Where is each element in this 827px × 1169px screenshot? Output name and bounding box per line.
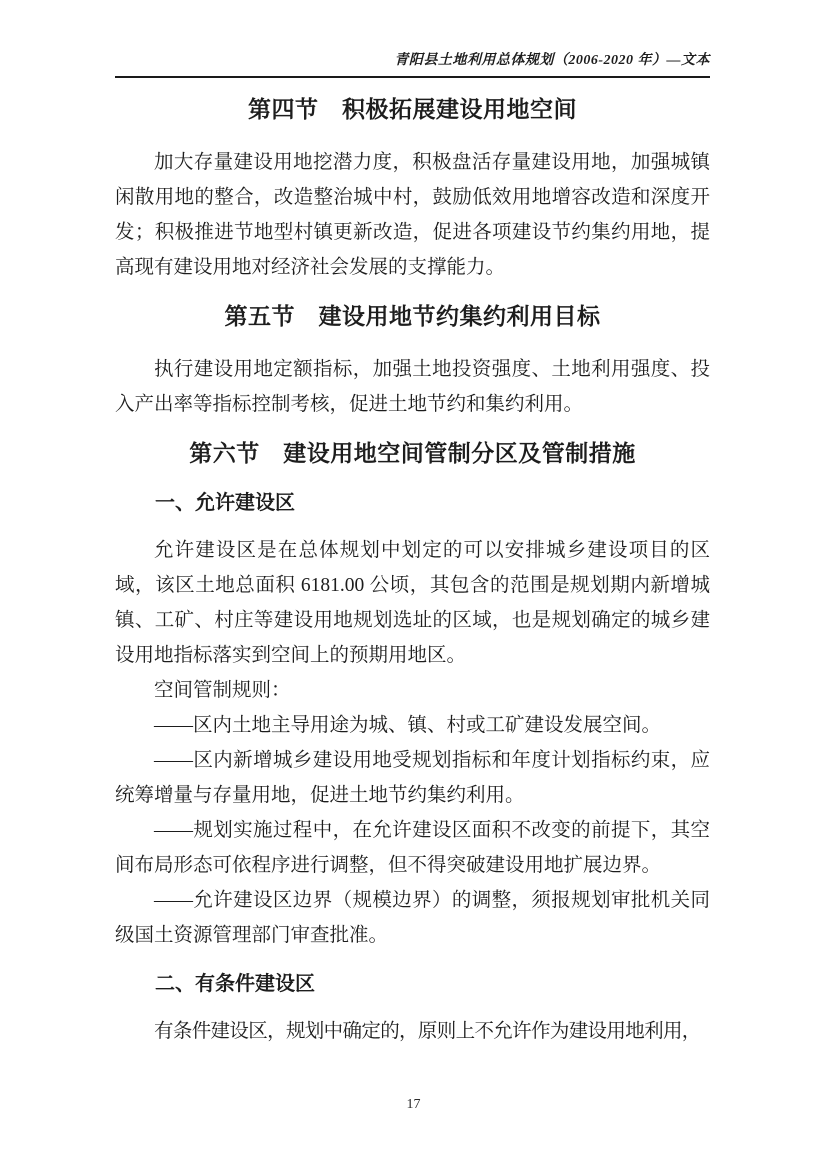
section-title-5: 第五节 建设用地节约集约利用目标 [224, 304, 601, 329]
document-body [115, 92, 710, 1049]
page-number: 17 [406, 1097, 421, 1112]
body-paragraph: 允许建设区是在总体规划中划定的可以安排城乡建设项目的区域，该区土地总面积 6181.00 公顷，其包含的范围是规划期内新增城镇、工矿、村庄等建设用地规划选址的区域，也是规划确定的城乡建设用地指标落实到空间上的预期用地区。 [115, 540, 710, 666]
section-title-6: 第六节 建设用地空间管制分区及管制措施 [189, 441, 636, 466]
rule-item-paragraph: ——允许建设区边界（规模边界）的调整，须报规划审批机关同级国土资源管理部门审查批准。 [115, 890, 710, 946]
body-paragraph: 执行建设用地定额指标，加强土地投资强度、土地利用强度、投入产出率等指标控制考核，促进土地节约和集约利用。 [115, 359, 710, 415]
body-paragraph: 加大存量建设用地挖潜力度，积极盘活存量建设用地，加强城镇闲散用地的整合，改造整治城中村，鼓励低效用地增容改造和深度开发；积极推进节地型村镇更新改造，促进各项建设节约集约用地，提高现有建设用地对经济社会发展的支撑能力。 [115, 152, 710, 278]
section-title-4: 第四节 积极拓展建设用地空间 [248, 97, 577, 122]
rule-item-paragraph: ——区内土地主导用途为城、镇、村或工矿建设发展空间。 [154, 715, 662, 736]
body-paragraph: 有条件建设区，规划中确定的，原则上不允许作为建设用地利用， [154, 1021, 701, 1042]
rule-item-paragraph: ——区内新增城乡建设用地受规划指标和年度计划指标约束，应统筹增量与存量用地，促进土地节约集约利用。 [115, 750, 710, 806]
subsection-title-2: 二、有条件建设区 [155, 973, 315, 995]
running-header: 青阳县土地利用总体规划（2006-2020 年）—文本 [115, 50, 710, 78]
subsection-title-1: 一、允许建设区 [155, 492, 295, 514]
rule-item-paragraph: ——规划实施过程中，在允许建设区面积不改变的前提下，其空间布局形态可依程序进行调整，但不得突破建设用地扩展边界。 [115, 820, 710, 876]
body-paragraph: 空间管制规则： [154, 680, 291, 701]
